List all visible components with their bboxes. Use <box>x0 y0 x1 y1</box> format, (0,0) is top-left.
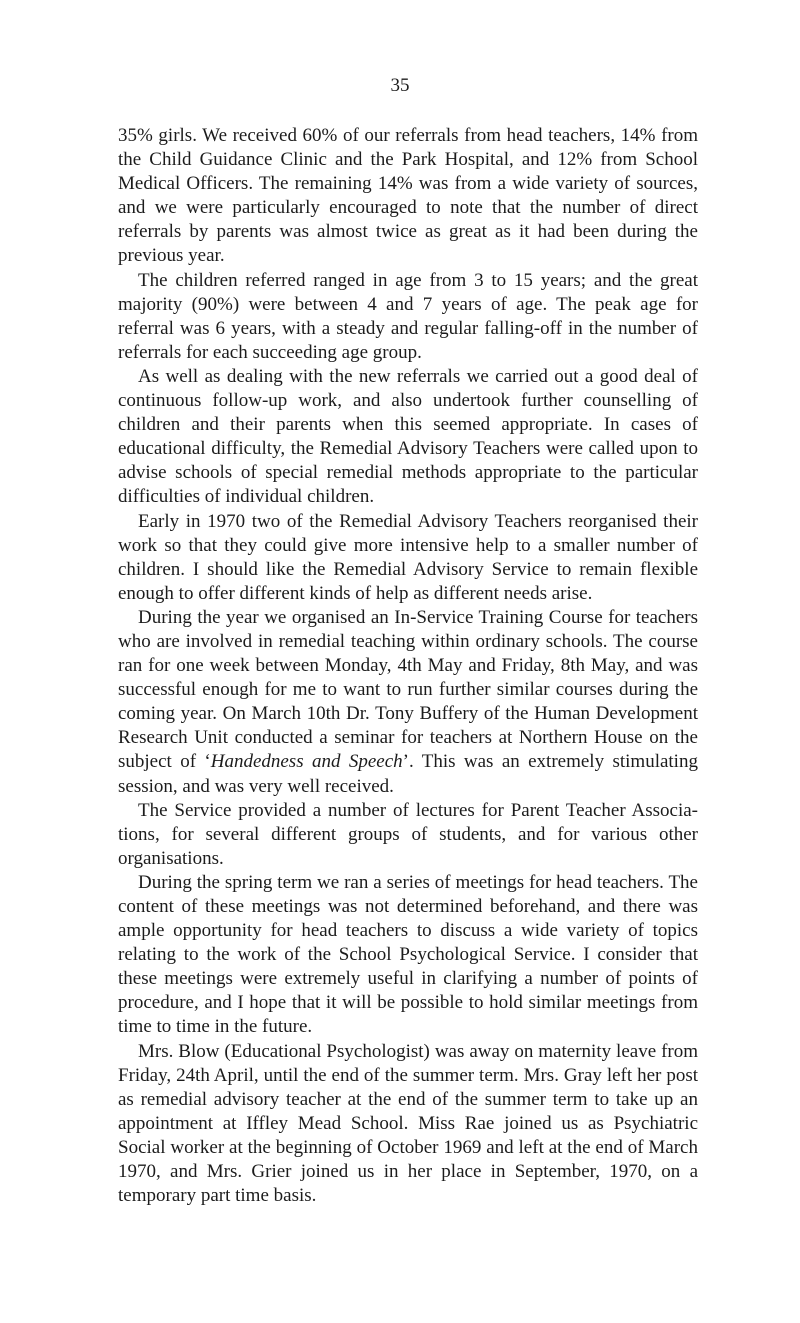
paragraph-lectures: The Service provided a number of lectures for Parent Teacher Associations, for several different groups of students, and for various other organisations. <box>118 799 698 869</box>
paragraph-referral-sources: 35% girls. We received 60% of our referrals from head teachers, 14% from the Child Guidance Clinic and the Park Hospital, and 12% from School Medical Officers. The remaining 14% was from a wide variety of sources, and we were particularly encouraged to note that the number of direct referrals by parents was almost twice as great as it had been during the previous year. <box>118 125 698 267</box>
paragraph-follow-up-work: As well as dealing with the new referrals we carried out a good deal of continuous follow-up work, and also undertook further counselling of children and their parents when this seemed appropriate. In cases of educational difficulty, the Remedial Advisory Teachers were called upon to advise schools of special remedial methods appropriate to the particular difficulties of individual children. <box>118 365 698 508</box>
body-text <box>118 124 698 1208</box>
paragraph-head-teacher-meetings: During the spring term we ran a series of meetings for head teachers. The content of these meetings was not determined beforehand, and there was ample opportunity for head teachers to discuss a wide variety of topics relating to the work of the School Psychological Service. I consider that these meetings were extremely useful in clarifying a number of points of procedure, and I hope that it will be possible to hold similar meetings from time to time in the future. <box>118 871 698 1038</box>
seminar-title: Handedness and Speech <box>210 751 403 773</box>
paragraph-in-service-training-text: During the year we organised an In-Service Training Course for teachers who are involved in remedial teaching within ordinary schools. The course ran for one week between Monday, 4th May and Friday, 8th May, and was successful enough for me to want to run further similar courses during the coming year. On March 10th Dr. Tony Buffery of the Human Development Research Unit conducted a seminar for teachers at Northern House on the subject of ‘ <box>118 606 698 773</box>
page-number: 35 <box>390 75 410 96</box>
paragraph-remedial-reorganisation: Early in 1970 two of the Remedial Advisory Teachers reorganised their work so that they could give more intensive help to a smaller number of children. I should like the Remedial Advisory Service to remain flexible enough to offer different kinds of help as different needs arise. <box>118 510 698 604</box>
paragraph-staff-changes: Mrs. Blow (Educational Psychologist) was away on maternity leave from Friday, 24th April, until the end of the summer term. Mrs. Gray left her post as remedial advisory teacher at the end of the summer term to take up an appointment at Iffley Mead School. Miss Rae joined us as Psychiatric Social worker at the beginning of October 1969 and left at the end of March 1970, and Mrs. Grier joined us in her place in September, 1970, on a temporary part time basis. <box>118 1040 698 1207</box>
paragraph-in-service-training <box>118 606 698 799</box>
paragraph-in-service-training-end: ’. This was an extremely stimulating session, and was very well received. <box>118 751 698 797</box>
paragraph-age-range: The children referred ranged in age from 3 to 15 years; and the great majority (90%) were between 4 and 7 years of age. The peak age for referral was 6 years, with a steady and regular falling-off in the number of referrals for each succeeding age group. <box>118 269 698 363</box>
